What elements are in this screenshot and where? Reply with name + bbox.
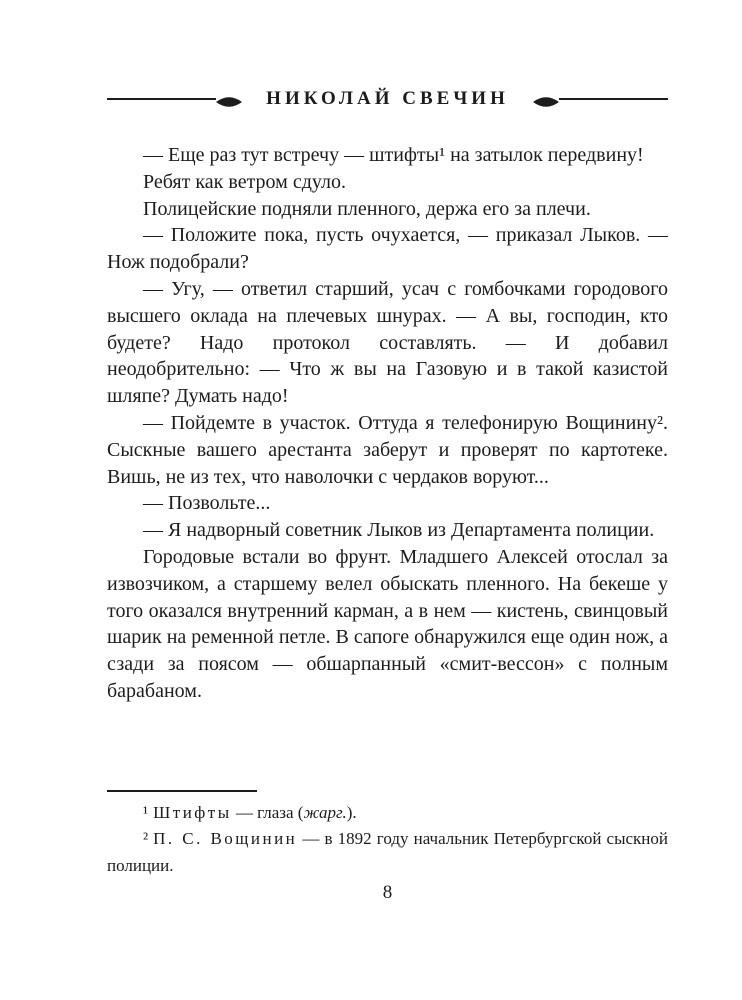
footnote-text: — в 1892 году начальник Петербургской сыскной полиции. (107, 829, 668, 875)
paragraph-dialogue: — Пойдемте в участок. Оттуда я телефонирую Вощинину². Сыскные вашего арестанта заберут и проверят по картотеке. Вишь, не из тех, что наволочки с чердаков воруют... (107, 411, 668, 488)
page-number: 8 (382, 882, 393, 903)
footnote-text: — глаза ( (231, 803, 304, 822)
paragraph: Полицейские подняли пленного, держа его за плечи. (143, 197, 591, 220)
footnote-marker: ² (143, 829, 149, 849)
footnote-text-end: ). (346, 803, 357, 822)
almond-ornament-right-icon (533, 94, 559, 104)
almond-ornament-left-icon (216, 94, 242, 104)
footnote (107, 826, 668, 879)
header-rule-right (559, 98, 668, 100)
paragraph-dialogue: — Положите пока, пусть очухается, — приказал Лыков. — Нож подобрали? (107, 224, 668, 274)
header-rule-left (107, 98, 216, 100)
footnote-italic-term: жарг. (303, 803, 347, 822)
paragraph-dialogue: — Я надворный советник Лыков из Департамента полиции. (143, 519, 655, 542)
paragraph-dialogue: — Угу, — ответил старший, усач с гомбочками городового высшего оклада на плечевых шнурах. — А вы, господин, кто будете? Надо протокол составлять. — И добавил неодобрительно: — Что ж вы на Газовую и в такой казистой шляпе? Думать надо! (107, 277, 668, 408)
footnote-term: Штифты (153, 803, 232, 822)
footnote-separator-rule (107, 790, 257, 792)
paragraph-dialogue: — Позвольте... (143, 492, 271, 515)
page-body (107, 142, 668, 778)
footnote (107, 800, 668, 826)
footnote-marker: ¹ (143, 803, 149, 822)
paragraph: Городовые встали во фрунт. Младшего Алексей отослал за извозчиком, а старшему велел обыскать пленного. На бекеше у того оказался внутренний карман, а в нем — кистень, свинцовый шарик на ременной петле. В сапоге обнаружился еще один нож, а сзади за поясом — обшарпанный «смит-вессон» с полным барабаном. (107, 545, 668, 702)
paragraph-dialogue: — Еще раз тут встречу — штифты¹ на затылок передвину! (143, 144, 644, 166)
footnote-term: П. С. Вощинин (153, 829, 298, 849)
author-name: НИКОЛАЙ СВЕЧИН (266, 88, 509, 109)
running-head (107, 88, 668, 110)
paragraph: Ребят как ветром сдуло. (143, 170, 346, 193)
footnotes-section (107, 790, 668, 879)
